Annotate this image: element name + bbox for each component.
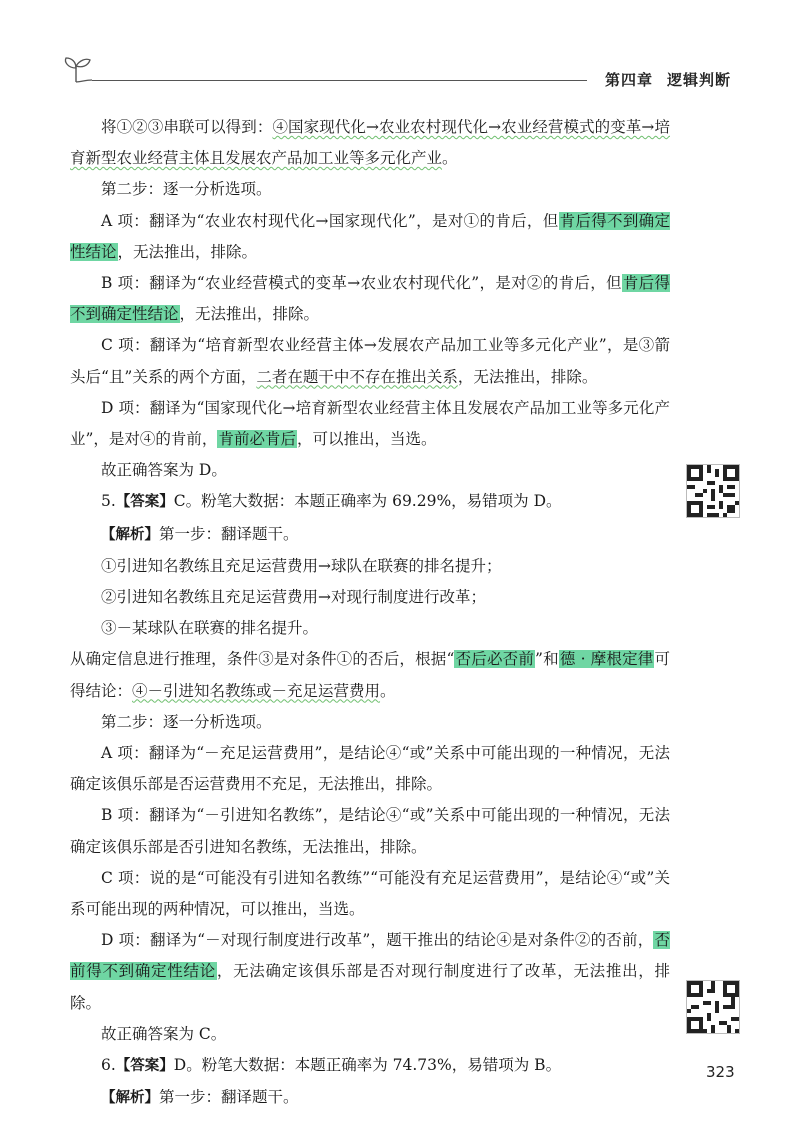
paragraph: A 项：翻译为“－充足运营费用”，是结论④“或”关系中可能出现的一种情况，无法确定该俱乐部是否运营费用不充足，无法推出，排除。 <box>70 744 670 794</box>
chapter-label: 第四章 <box>605 71 654 89</box>
condition-line: ③－某球队在联赛的排名提升。 <box>101 619 319 638</box>
answer-text: D。粉笔大数据：本题正确率为 74.73%，易错项为 B。 <box>173 1056 562 1075</box>
highlight: 否后必否前 <box>455 650 535 669</box>
paragraph <box>70 330 670 392</box>
condition-line: ①引进知名教练且充足运营费用→球队在联赛的排名提升； <box>101 556 502 575</box>
analysis-text: 第一步：翻译题干。 <box>159 1088 299 1107</box>
highlight: 否前得不到确定性结论 <box>70 931 670 981</box>
analysis-text: 第一步：翻译题干。 <box>159 524 299 543</box>
text: ，无法确定该俱乐部是否对现行制度进行了改革，无法推出，排除。 <box>70 962 670 1012</box>
answer-line <box>70 486 670 518</box>
page-body <box>70 112 670 1115</box>
paragraph: B 项：翻译为“－引进知名教练”，是结论④“或”关系中可能出现的一种情况，无法确定该俱乐部是否引进知名教练，无法推出，排除。 <box>70 806 670 856</box>
page-number: 323 <box>706 1063 735 1081</box>
paragraph: C 项：说的是“可能没有引进知名教练”“可能没有充足运营费用”，是结论④“或”关系可能出现的两种情况，可以推出，当选。 <box>70 868 670 919</box>
text: ”和 <box>535 650 559 669</box>
sprout-icon <box>58 52 94 84</box>
paragraph: 第二步：逐一分析选项。 <box>101 180 272 199</box>
text: 。 <box>442 149 458 168</box>
paragraph: 故正确答案为 D。 <box>101 461 227 480</box>
highlight: 肯后得不到确定性结论 <box>70 211 670 261</box>
analysis-label: 【解析】 <box>101 1090 159 1107</box>
text: 可得结论： <box>70 650 670 700</box>
paragraph <box>70 206 670 268</box>
question-number: 6. <box>101 1056 116 1075</box>
condition-line: ②引进知名教练且充足运营费用→对现行制度进行改革； <box>101 588 486 607</box>
qr-code-icon[interactable] <box>686 464 740 518</box>
header-rule <box>92 80 587 81</box>
highlight: 肯前必肯后 <box>218 430 296 449</box>
paragraph <box>70 112 670 174</box>
underlined-text: 二者在题干中不存在推出关系 <box>256 367 458 386</box>
text: 。 <box>380 681 396 700</box>
answer-label: 【答案】 <box>115 494 174 511</box>
answer-label: 【答案】 <box>115 1058 174 1075</box>
paragraph: 故正确答案为 C。 <box>101 1024 227 1043</box>
highlight: 肯后得不到确定性结论 <box>70 274 670 324</box>
text: D 项：翻译为“－对现行制度进行改革”，题干推出的结论④是对条件②的否前， <box>101 931 654 950</box>
text: B 项：翻译为“农业经营模式的变革→农业农村现代化”，是对②的肯后，但 <box>101 274 622 293</box>
paragraph <box>70 393 670 455</box>
running-header <box>605 69 731 90</box>
analysis-line <box>70 1082 670 1114</box>
paragraph <box>70 268 670 330</box>
question-number: 5. <box>101 492 116 511</box>
text: ，无法推出，排除。 <box>117 242 258 261</box>
text: ，无法推出，排除。 <box>179 305 320 324</box>
paragraph: 第二步：逐一分析选项。 <box>101 712 272 731</box>
text: 将①②③串联可以得到： <box>101 118 273 136</box>
analysis-label: 【解析】 <box>101 526 159 543</box>
paragraph <box>70 644 670 706</box>
text: C 项：翻译为“培育新型农业经营主体→发展农产品加工业等多元化产业”，是③箭头后“且”关系的两个方面， <box>70 336 670 386</box>
text: 从确定信息进行推理，条件③是对条件①的否后，根据“ <box>70 650 455 669</box>
text: ，无法推出，排除。 <box>457 367 598 386</box>
qr-code-icon[interactable] <box>686 980 740 1034</box>
text: A 项：翻译为“农业农村现代化→国家现代化”，是对①的肯后，但 <box>101 211 559 230</box>
answer-line <box>70 1050 670 1082</box>
paragraph <box>70 925 670 1019</box>
highlight: 德 · 摩根定律 <box>559 650 654 669</box>
analysis-line <box>70 519 670 551</box>
answer-text: C。粉笔大数据：本题正确率为 69.29%，易错项为 D。 <box>173 492 562 511</box>
text: ，可以推出，当选。 <box>296 430 437 449</box>
section-label: 逻辑判断 <box>667 71 732 89</box>
underlined-text: ④－引进知名教练或－充足运营费用 <box>132 681 381 700</box>
text: D 项：翻译为“国家现代化→培育新型农业经营主体且发展农产品加工业等多元化产业”，是对④的肯前， <box>70 398 670 449</box>
underlined-text: ④国家现代化→农业农村现代化→农业经营模式的变革→培育新型农业经营主体且发展农产品加工业等多元化产业 <box>70 118 670 168</box>
